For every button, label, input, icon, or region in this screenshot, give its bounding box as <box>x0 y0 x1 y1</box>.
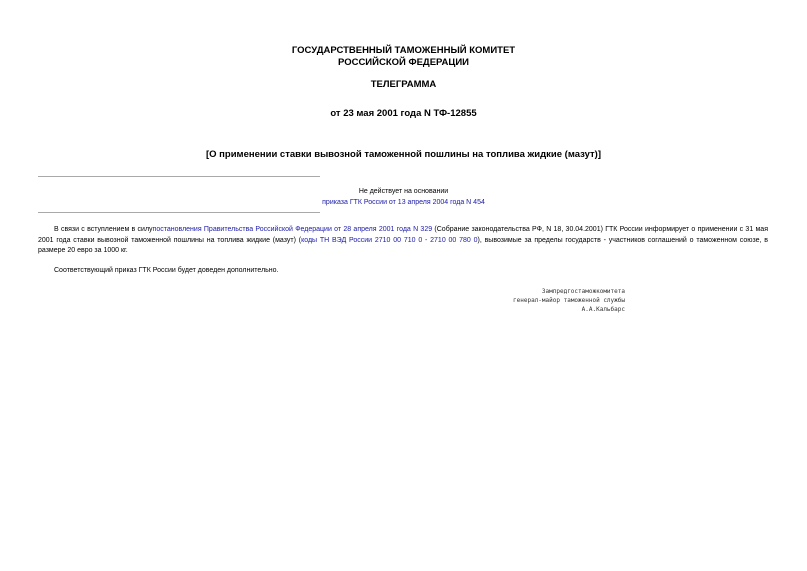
document-type: ТЕЛЕГРАММА <box>370 79 437 90</box>
p1-end-text: ), вывозимые за пределы государств - участников соглашений о таможенном союзе, в размере 20 евро за 1000 кг. <box>38 236 769 254</box>
org-name-line2: РОССИЙСКОЙ ФЕДЕРАЦИИ <box>337 57 469 68</box>
signatory-position: Зампредгостаможкомитета <box>541 288 625 295</box>
document-date-number: от 23 мая 2001 года N ТФ-12855 <box>330 108 477 119</box>
issuing-organization <box>0 45 807 69</box>
government-decree-link[interactable]: постановления Правительства Российской Федерации от 28 апреля 2001 года N 329 <box>152 226 433 233</box>
p1-mid-text: (Собрание законодательства РФ, N 18, 30.04.2001) ГТК России информирует о применении с 31 мая 2001 года ставки вывозной таможенной пошлины на топлива жидкие (мазут) ( <box>38 226 768 244</box>
document-title: [О применении ставки вывозной таможенной пошлины на топлива жидкие (мазут)] <box>205 149 602 160</box>
signatory-name: А.А.Кальбарс <box>581 306 625 313</box>
signature-block <box>460 287 625 314</box>
repeal-order-link[interactable]: приказа ГТК России от 13 апреля 2004 года N 454 <box>322 199 485 206</box>
body-paragraph-2: Соответствующий приказ ГТК России будет доведен дополнительно. <box>54 267 279 274</box>
signatory-rank: генерал-майор таможенной службы <box>513 297 625 304</box>
p1-start-text: В связи с вступлением в силу <box>54 226 153 233</box>
tn-ved-codes-link[interactable]: коды ТН ВЭД России 2710 00 710 0 - 2710 00 780 0 <box>301 236 478 244</box>
org-name-line1: ГОСУДАРСТВЕННЫЙ ТАМОЖЕННЫЙ КОМИТЕТ <box>291 45 516 56</box>
status-notice-text: Не действует на основании <box>358 188 449 195</box>
body-paragraph-1 <box>38 225 768 257</box>
status-notice <box>0 186 807 208</box>
divider-top <box>38 176 320 177</box>
divider-bottom <box>38 212 320 213</box>
